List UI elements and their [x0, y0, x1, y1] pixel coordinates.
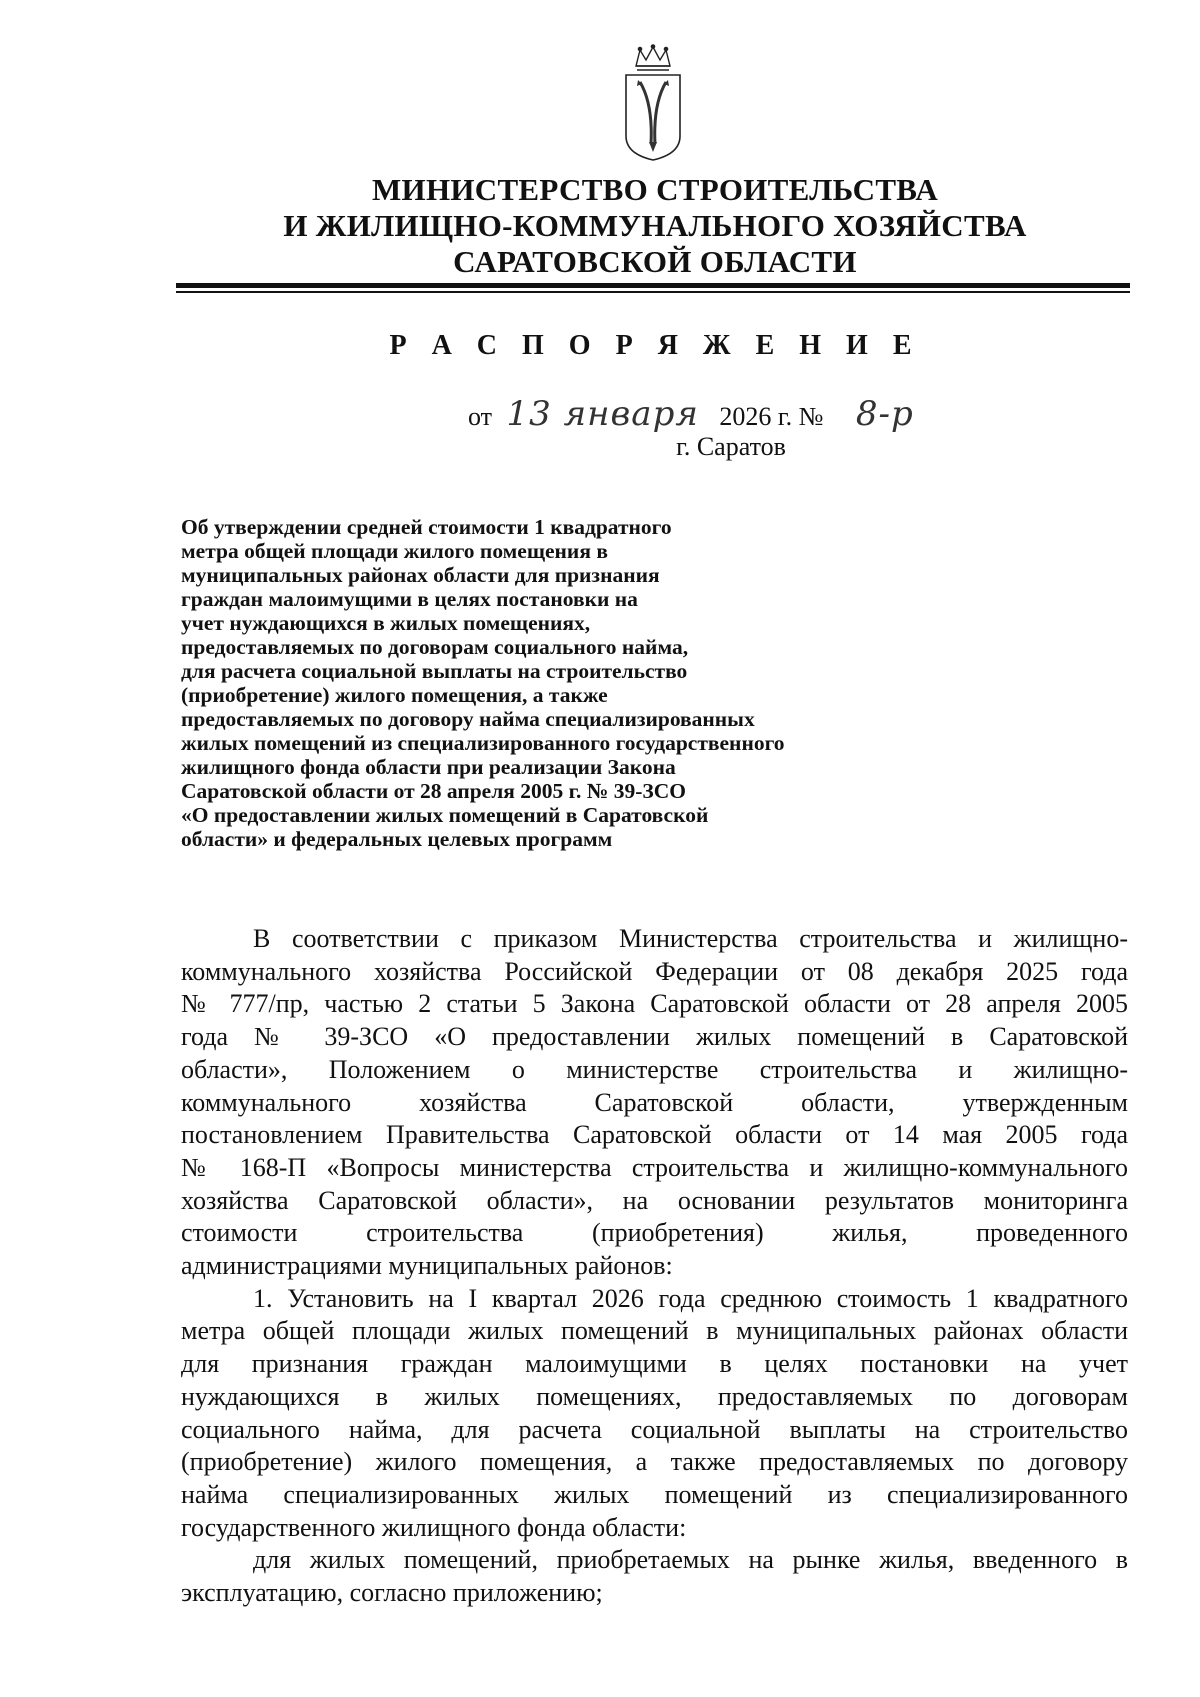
document-city: г. Саратов — [676, 432, 786, 461]
header-divider-thick — [176, 283, 1130, 288]
body-text-line: коммунального хозяйства Российской Федерации от 08 декабря 2025 года — [181, 956, 1128, 986]
body-text-line: года № 39-ЗСО «О предоставлении жилых помещений в Саратовской — [181, 1022, 1128, 1052]
subject-line: муниципальных районах области для признания — [181, 563, 660, 587]
ministry-name — [160, 172, 1150, 280]
header-divider-thin — [176, 291, 1130, 293]
body-text-line: социального найма, для расчета социальной выплаты на строительство — [181, 1414, 1128, 1444]
subject-line: «О предоставлении жилых помещений в Саратовской — [181, 803, 709, 827]
subject-line: области» и федеральных целевых программ — [181, 827, 613, 851]
subject-line: Саратовской области от 28 апреля 2005 г. № 39-ЗСО — [181, 779, 686, 803]
subject-line: метра общей площади жилого помещения в — [181, 539, 608, 563]
body-text-line: стоимости строительства (приобретения) жилья, проведенного — [181, 1218, 1128, 1248]
subject-line: предоставляемых по договору найма специализированных — [181, 707, 755, 731]
body-text-line: постановлением Правительства Саратовской области от 14 мая 2005 года — [181, 1120, 1128, 1150]
body-text-line: найма специализированных жилых помещений из специализированного — [181, 1479, 1128, 1509]
body-text-line: области», Положением о министерстве строительства и жилищно- — [181, 1054, 1128, 1084]
body-text-line: эксплуатацию, согласно приложению; — [181, 1578, 603, 1608]
handwritten-date: 13 января — [506, 394, 699, 434]
body-text-line: нуждающихся в жилых помещениях, предоставляемых по договорам — [181, 1381, 1128, 1411]
body-text-line: администрациями муниципальных районов: — [181, 1251, 673, 1281]
date-prefix: от — [468, 402, 493, 431]
body-text-line: метра общей площади жилых помещений в муниципальных районах области — [181, 1316, 1128, 1346]
document-date-line — [468, 394, 914, 434]
coat-of-arms-icon — [618, 44, 688, 162]
ministry-name-line: САРАТОВСКОЙ ОБЛАСТИ — [453, 244, 857, 279]
body-text-line: (приобретение) жилого помещения, а также предоставляемых по договору — [181, 1447, 1128, 1477]
document-type-title: Р А С П О Р Я Ж Е Н И Е — [389, 330, 921, 361]
document-subject — [181, 515, 881, 851]
subject-line: жилых помещений из специализированного государственного — [181, 731, 785, 755]
body-text-line: хозяйства Саратовской области», на основании результатов мониторинга — [181, 1185, 1128, 1215]
document-body — [181, 923, 1128, 1610]
body-text-line: № 168-П «Вопросы министерства строительства и жилищно-коммунального — [181, 1152, 1128, 1182]
subject-line: жилищного фонда области при реализации Закона — [181, 755, 676, 779]
body-text-line: для признания граждан малоимущими в целях постановки на учет — [181, 1349, 1128, 1379]
document-year-number-label: 2026 г. № — [719, 402, 824, 431]
ministry-name-line: МИНИСТЕРСТВО СТРОИТЕЛЬСТВА — [371, 172, 939, 207]
subject-line: (приобретение) жилого помещения, а также — [181, 683, 608, 707]
subject-line: предоставляемых по договорам социального найма, — [181, 635, 689, 659]
ministry-name-line: И ЖИЛИЩНО-КОММУНАЛЬНОГО ХОЗЯЙСТВА — [283, 208, 1027, 243]
body-text-line: государственного жилищного фонда области: — [181, 1512, 687, 1542]
body-text-line: коммунального хозяйства Саратовской области, утвержденным — [181, 1087, 1128, 1117]
body-text-line: № 777/пр, частью 2 статьи 5 Закона Саратовской области от 28 апреля 2005 — [181, 989, 1128, 1019]
subject-line: для расчета социальной выплаты на строительство — [181, 659, 688, 683]
body-text-line: 1. Установить на I квартал 2026 года среднюю стоимость 1 квадратного — [253, 1283, 1128, 1313]
body-text-line: В соответствии с приказом Министерства строительства и жилищно- — [253, 924, 1128, 953]
subject-line: учет нуждающихся в жилых помещениях, — [181, 611, 591, 635]
handwritten-document-number: 8-р — [855, 394, 914, 434]
subject-line: граждан малоимущими в целях постановки на — [181, 587, 638, 611]
body-text-line: для жилых помещений, приобретаемых на рынке жилья, введенного в — [253, 1545, 1128, 1575]
subject-line: Об утверждении средней стоимости 1 квадратного — [181, 515, 672, 539]
